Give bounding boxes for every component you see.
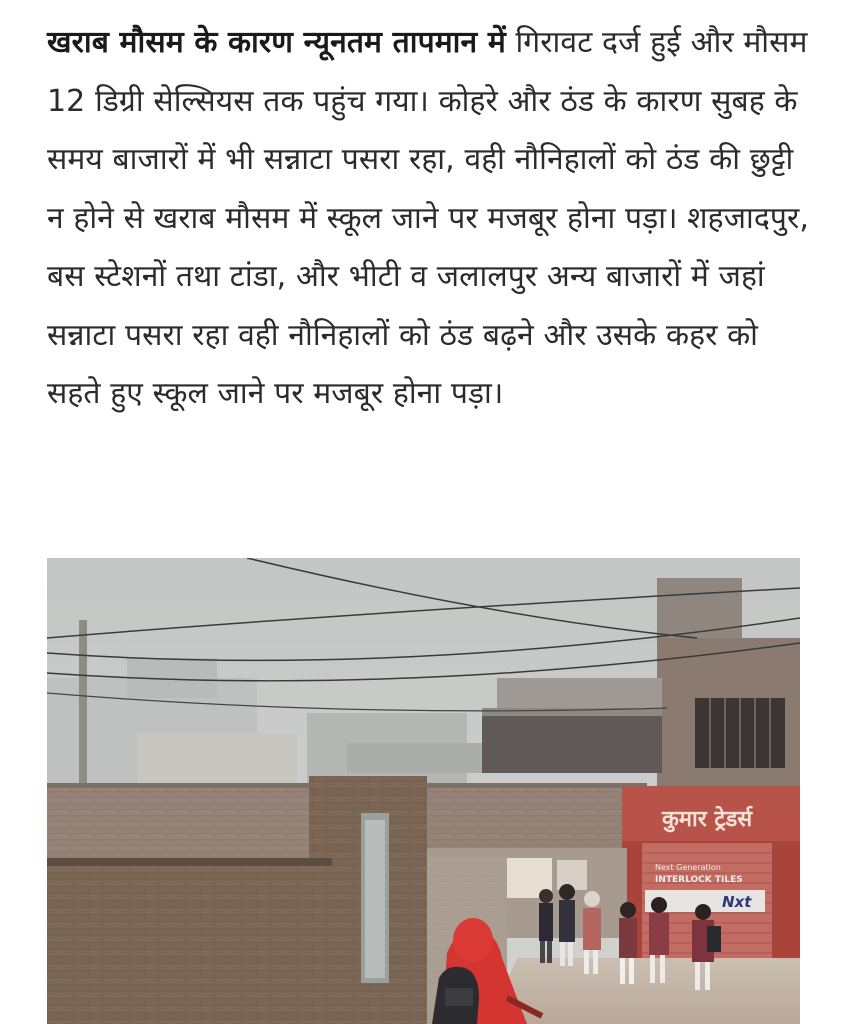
shutter-text-1: Next Generation <box>655 863 721 872</box>
shutter-brand: Nxt <box>722 893 752 911</box>
shop-sign: कुमार ट्रेडर्स <box>662 807 753 832</box>
photo-scene <box>47 558 800 1024</box>
article-body <box>47 14 817 424</box>
paragraph-text: गिरावट दर्ज हुई और मौसम 12 डिग्री सेल्सियस तक पहुंच गया। कोहरे और ठंड के कारण सुबह के समय बाजारों में भी सन्नाटा पसरा रहा, वही नौनिहालों को ठंड की छुट्टी न होने से खराब मौसम में स्कूल जाने पर मजबूर होना पड़ा। शहजादपुर, बस स्टेशनों तथा टांडा, और भीटी व जलालपुर अन्य बाजारों में जहां सन्नाटा पसरा रहा वही नौनिहालों को ठंड बढ़ने और उसके कहर को सहते हुए स्कूल जाने पर मजबूर होना पड़ा। <box>47 25 810 411</box>
shutter-text-2: INTERLOCK TILES <box>655 875 743 885</box>
lead-bold-text: खराब मौसम के कारण न्यूनतम तापमान में <box>47 25 506 60</box>
article-photo[interactable] <box>47 558 800 1024</box>
article-paragraph <box>47 14 817 424</box>
